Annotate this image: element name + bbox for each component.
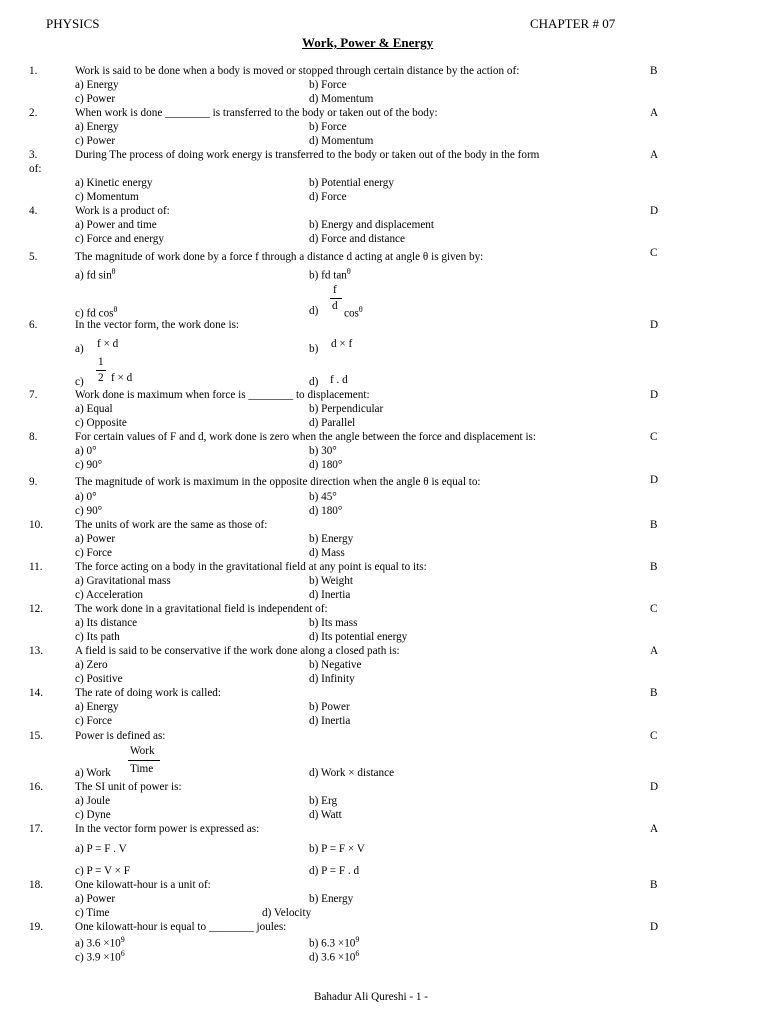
question-text: In the vector form, the work done is: [75, 319, 240, 331]
option-c: c) P = V × F [75, 865, 130, 877]
answer-key: B [650, 561, 658, 573]
option-c: c) Force [75, 715, 112, 727]
answer-key: A [650, 645, 659, 657]
fraction-bar [96, 370, 106, 371]
option-c-expression: f × d [111, 372, 133, 384]
page-title: Work, Power & Energy [302, 35, 434, 50]
question-text: Power is defined as: [75, 730, 166, 742]
option-c: c) [75, 376, 84, 388]
option-c: c) $3.9 \times 10^6$ [75, 949, 125, 964]
option-d-expression: f . d [330, 374, 348, 386]
option-b: b) Power [309, 701, 350, 713]
answer-key: D [650, 319, 659, 331]
option-b: b) [309, 343, 319, 355]
question-text: Work done is maximum when force is ________ to displacement: [75, 389, 370, 401]
option-c: c) Dyne [75, 809, 111, 821]
option-a: a) Zero [75, 659, 108, 671]
question-number: 18. [29, 879, 43, 891]
option-a: a) Kinetic energy [75, 177, 153, 189]
answer-key: A [650, 107, 659, 119]
option-b: b) Weight [309, 575, 353, 587]
question-text: Work is said to be done when a body is moved or stopped through certain distance by the action of: [75, 65, 520, 77]
answer-key: C [650, 247, 658, 259]
fraction-denominator: 2 [98, 372, 104, 384]
question-number: 12. [29, 603, 43, 615]
option-b: b) Energy and displacement [309, 219, 434, 231]
option-c: c) Power [75, 93, 116, 105]
option-d: d) Infinity [309, 673, 355, 685]
option-d: d) Momentum [309, 93, 374, 105]
question-number: 2. [29, 107, 38, 119]
question-text: One kilowatt-hour is equal to ________ joules: [75, 921, 287, 933]
theta-symbol: θ [358, 305, 363, 314]
option-c: c) Opposite [75, 417, 127, 429]
option-b: b) Potential energy [309, 177, 394, 189]
option-a: a) P = F . V [75, 843, 127, 855]
option-c: c) Acceleration [75, 589, 144, 601]
option-b: b) Negative [309, 659, 362, 671]
question-text: For certain values of F and d, work done is zero when the angle between the force and displacement is: [75, 431, 537, 443]
question-text: Work is a product of: [75, 205, 170, 217]
option-b: b) 45° [309, 491, 337, 503]
option-b-expression: d × f [331, 338, 353, 350]
option-a: a) Power [75, 893, 116, 905]
option-b: b) Force [309, 121, 347, 133]
option-b: b) $6.3 \times 10^9$ [309, 935, 360, 950]
fraction-denominator: d [332, 300, 338, 312]
question-text: The force acting on a body in the gravitational field at any point is equal to its: [75, 561, 427, 573]
answer-key: A [650, 823, 659, 835]
option-d: d) Velocity [262, 907, 312, 919]
answer-key: C [650, 603, 658, 615]
question-text: A field is said to be conservative if the work done along a closed path is: [75, 645, 400, 657]
question-number: 16. [29, 781, 43, 793]
question-number: 10. [29, 519, 43, 531]
answer-key: B [650, 687, 658, 699]
page-footer: Bahadur Ali Qureshi - 1 - [314, 991, 429, 1003]
option-c: c) Positive [75, 673, 123, 685]
exponent: 9 [120, 935, 125, 944]
question-number: 17. [29, 823, 43, 835]
option-a: a) Energy [75, 121, 119, 133]
option-c: c) Power [75, 135, 116, 147]
exponent: 6 [120, 949, 125, 958]
option-a: a) 0° [75, 491, 97, 503]
option-b: b) P = F × V [309, 843, 365, 855]
option-d-cos: $\cos^\theta$ [344, 305, 363, 320]
exponent: 9 [355, 935, 360, 944]
option-a: a) Energy [75, 701, 119, 713]
answer-key: D [650, 389, 659, 401]
option-d: d) 180° [309, 505, 343, 517]
option-c: c) Force and energy [75, 233, 164, 245]
option-d: d) Inertia [309, 589, 351, 601]
option-d: d) Its potential energy [309, 631, 408, 643]
answer-key: B [650, 879, 658, 891]
question-text: When work is done ________ is transferred to the body or taken out of the body: [75, 107, 438, 119]
option-d: d) 180° [309, 459, 343, 471]
question-number: 8. [29, 431, 38, 443]
option-b: b) Force [309, 79, 347, 91]
option-c: c) Force [75, 547, 112, 559]
option-a: a) Gravitational mass [75, 575, 171, 587]
option-b: b) Energy [309, 893, 354, 905]
option-a: a) Equal [75, 403, 113, 415]
question-number: 1. [29, 65, 38, 77]
question-text: In the vector form power is expressed as: [75, 823, 260, 835]
question-text: The rate of doing work is called: [75, 687, 222, 699]
question-number: 9. [29, 476, 38, 488]
answer-key: D [650, 921, 659, 933]
question-number: 3. [29, 149, 38, 161]
fraction-denominator: Time [130, 763, 154, 775]
fraction-numerator: 1 [98, 356, 104, 368]
answer-key: D [650, 205, 659, 217]
question-text: One kilowatt-hour is a unit of: [75, 879, 211, 891]
option-d: d) $3.6 \times 10^6$ [309, 949, 360, 964]
option-a: a) Work [75, 767, 111, 779]
question-text: The work done in a gravitational field is independent of: [75, 603, 328, 615]
fraction-bar [330, 298, 342, 299]
option-c: c) fd $\cos^\theta$ [75, 305, 118, 320]
question-number: 15. [29, 730, 43, 742]
option-d: d) Force and distance [309, 233, 405, 245]
option-a: a) Its distance [75, 617, 138, 629]
option-b: b) Energy [309, 533, 354, 545]
option-d: d) Mass [309, 547, 345, 559]
option-b: b) Perpendicular [309, 403, 384, 415]
answer-key: C [650, 431, 658, 443]
option-b: b) Erg [309, 795, 338, 807]
fraction-numerator: Work [130, 745, 155, 757]
question-text: The units of work are the same as those of: [75, 519, 268, 531]
answer-key: B [650, 65, 658, 77]
option-c: c) 90° [75, 505, 103, 517]
question-text-continued: of: [29, 163, 42, 175]
option-b: b) Its mass [309, 617, 358, 629]
answer-key: D [650, 474, 659, 486]
option-d: d) Momentum [309, 135, 374, 147]
answer-key: C [650, 730, 658, 742]
option-a: a) Power and time [75, 219, 157, 231]
option-d: d) Inertia [309, 715, 351, 727]
option-c: c) Time [75, 907, 110, 919]
question-number: 13. [29, 645, 43, 657]
option-a-expression: f × d [97, 338, 119, 350]
option-c: c) Its path [75, 631, 120, 643]
theta-symbol: θ [111, 267, 116, 276]
answer-key: D [650, 781, 659, 793]
subject-label: PHYSICS [46, 16, 100, 31]
option-d: d) P = F . d [309, 865, 360, 877]
option-a: a) Joule [75, 795, 111, 807]
option-b: b) fd $\tan^\theta$ [309, 267, 351, 282]
theta-symbol: θ [346, 267, 351, 276]
option-c: c) 90° [75, 459, 103, 471]
fraction-numerator: f [333, 284, 337, 296]
question-number: 4. [29, 205, 38, 217]
fraction-bar [128, 760, 160, 761]
question-number: 19. [29, 921, 43, 933]
answer-key: A [650, 149, 659, 161]
theta-symbol: θ [113, 305, 118, 314]
option-d: d) Work × distance [309, 767, 395, 779]
option-a: a) $3.6 \times 10^9$ [75, 935, 125, 950]
option-a: a) fd $\sin^\theta$ [75, 267, 116, 282]
option-a: a) Power [75, 533, 116, 545]
chapter-label: CHAPTER # 07 [530, 16, 616, 31]
option-a: a) Energy [75, 79, 119, 91]
option-b: b) 30° [309, 445, 337, 457]
option-a: a) 0° [75, 445, 97, 457]
question-text: During The process of doing work energy is transferred to the body or taken out of the body in the form [75, 149, 540, 161]
option-a: a) [75, 343, 84, 355]
exponent: 6 [355, 949, 360, 958]
option-d: d) Watt [309, 809, 342, 821]
option-d: d) [309, 376, 319, 388]
option-d: d) Parallel [309, 417, 356, 429]
question-number: 6. [29, 319, 38, 331]
option-c: c) Momentum [75, 191, 139, 203]
option-d: d) [309, 305, 319, 317]
option-d: d) Force [309, 191, 347, 203]
answer-key: B [650, 519, 658, 531]
question-text: The magnitude of work is maximum in the opposite direction when the angle θ is equal to: [75, 476, 481, 488]
question-text: The magnitude of work done by a force f through a distance d acting at angle θ is given by: [75, 251, 484, 263]
question-number: 14. [29, 687, 43, 699]
question-text: The SI unit of power is: [75, 781, 182, 793]
question-number: 11. [29, 561, 43, 573]
question-number: 7. [29, 389, 38, 401]
question-number: 5. [29, 251, 38, 263]
